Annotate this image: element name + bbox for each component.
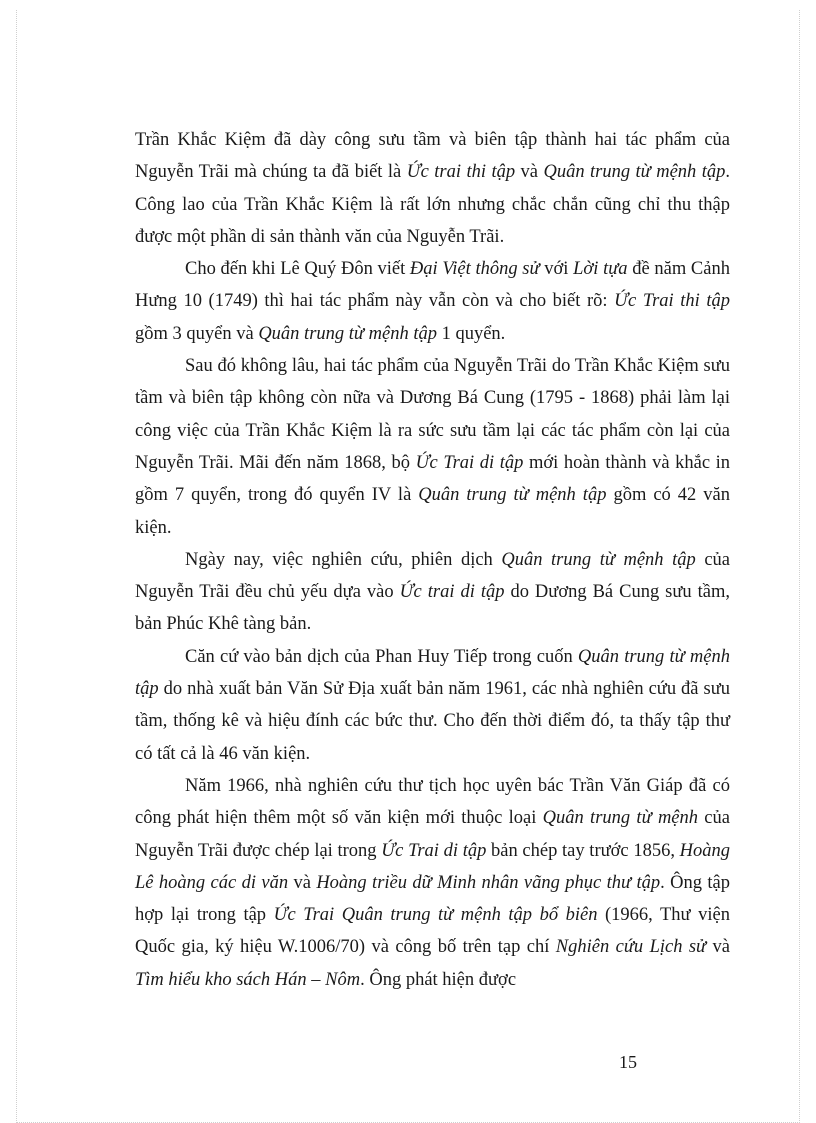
text-run: gồm có 42 văn kiện.	[135, 485, 731, 538]
text-run: Cho đến khi Lê Quý Đôn viết	[185, 259, 410, 280]
text-run: đề năm Cảnh Hưng 10 (1749) thì hai tác phẩm này vẫn còn và cho biết rõ:	[135, 259, 730, 312]
paragraph	[135, 124, 730, 253]
text-run: Sau đó không lâu, hai tác phẩm của Nguyễn Trãi do Trần Khắc Kiệm sưu tầm và biên tập không còn nữa và Dương Bá Cung (1795 - 1868) phải làm lại công việc của Trần Khắc Kiệm là ra sức sưu tầm lại các tác phẩm còn lại của Nguyễn Trãi. Mãi đến năm 1868, bộ	[135, 356, 730, 473]
italic-title: Ức trai thi tập	[406, 162, 516, 183]
text-run: của Nguyễn Trãi được chép lại trong	[135, 808, 730, 861]
paragraph	[135, 544, 730, 641]
italic-title: Lời tựa	[573, 259, 628, 280]
paragraph	[135, 641, 730, 770]
italic-title: Ức Trai Quân trung từ mệnh tập bổ biên	[273, 905, 598, 926]
text-run: của Nguyễn Trãi đều chủ yếu dựa vào	[135, 549, 730, 603]
italic-title: Ức trai di tập	[399, 582, 505, 603]
text-run: Trần Khắc Kiệm đã dày công sưu tầm và biên tập thành hai tác phẩm của Nguyễn Trãi mà chúng ta đã biết là	[135, 130, 730, 183]
italic-title: Quân trung từ mệnh	[542, 808, 699, 829]
text-run: . Ông phát hiện được	[360, 969, 517, 990]
document-body	[135, 124, 730, 996]
italic-title: Hoàng Lê hoàng các di văn	[135, 840, 731, 893]
text-run: (1966, Thư viện Quốc gia, ký hiệu W.1006/70) và công bố trên tạp chí	[135, 905, 730, 958]
italic-title: Ức Trai di tập	[381, 840, 487, 861]
italic-title: Quân trung từ mệnh tập	[418, 485, 607, 506]
italic-title: Quân trung từ mệnh tập	[258, 323, 437, 344]
italic-title: Ức Trai thi tập	[614, 291, 730, 312]
text-run: Ngày nay, việc nghiên cứu, phiên dịch	[185, 549, 502, 570]
italic-title: Quân trung từ mệnh tập	[135, 646, 730, 700]
text-run: . Ông tập hợp lại trong tập	[135, 872, 730, 926]
text-run: do nhà xuất bản Văn Sử Địa xuất bản năm 1961, các nhà nghiên cứu đã sưu tầm, thống kê và hiệu đính các bức thư. Cho đến thời điểm đó, ta thấy tập thư có tất cả là 46 văn kiện.	[135, 679, 730, 764]
text-run: 1 quyển.	[436, 323, 506, 344]
italic-title: Quân trung từ mệnh tập	[543, 162, 726, 183]
text-run: và	[706, 937, 731, 958]
text-run: . Công lao của Trần Khắc Kiệm là rất lớn nhưng chắc chắn cũng chỉ thu thập được một phần di sản thành văn của Nguyễn Trãi.	[135, 162, 731, 247]
text-run: và	[288, 872, 317, 893]
text-run: Căn cứ vào bản dịch của Phan Huy Tiếp trong cuốn	[185, 646, 578, 667]
text-run: Năm 1966, nhà nghiên cứu thư tịch học uyên bác Trần Văn Giáp đã có công phát hiện thêm một số văn kiện mới thuộc loại	[135, 775, 730, 829]
italic-title: Ức Trai di tập	[415, 452, 524, 473]
paragraph	[135, 350, 730, 544]
italic-title: Tìm hiểu kho sách Hán – Nôm	[135, 969, 361, 990]
italic-title: Nghiên cứu Lịch sử	[555, 937, 707, 958]
page-number: 15	[619, 1052, 637, 1072]
italic-title: Quân trung từ mệnh tập	[501, 549, 696, 570]
italic-title: Đại Việt thông sử	[409, 259, 540, 280]
text-run: mới hoàn thành và khắc in gồm 7 quyển, trong đó quyển IV là	[135, 452, 731, 506]
text-run: bản chép tay trước 1856,	[486, 840, 680, 861]
italic-title: Hoàng triều dữ Minh nhân vãng phục thư tập	[316, 872, 661, 893]
text-run: và	[515, 162, 544, 183]
paragraph	[135, 770, 730, 996]
text-run: do Dương Bá Cung sưu tầm, bản Phúc Khê tàng bản.	[135, 582, 731, 635]
text-run: với	[539, 259, 574, 280]
text-run: gồm 3 quyển và	[135, 323, 259, 344]
paragraph	[135, 253, 730, 350]
